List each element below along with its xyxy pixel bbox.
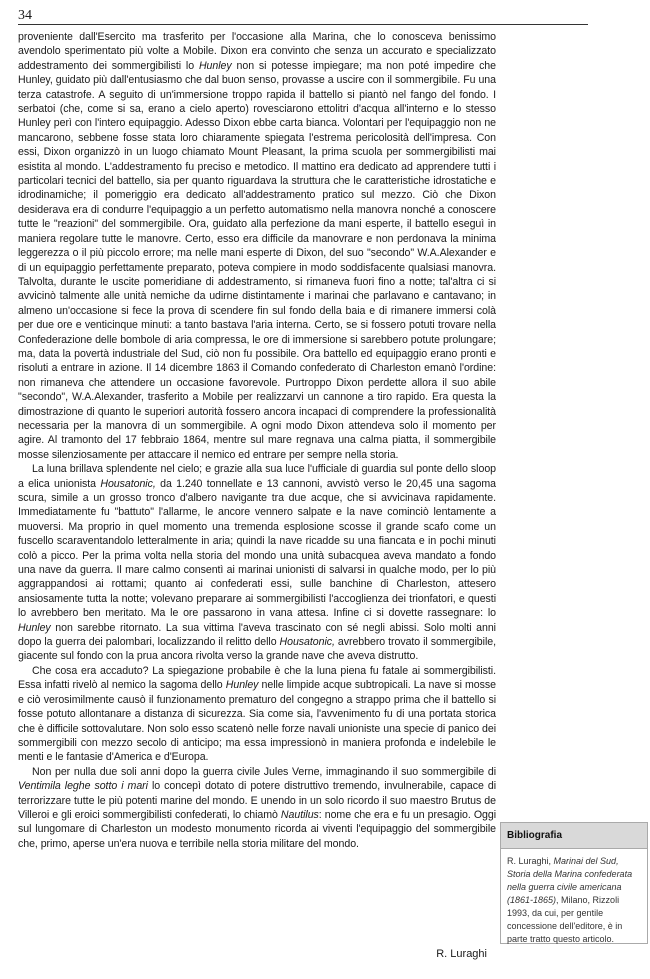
article-body <box>18 30 496 851</box>
article-paragraph <box>18 765 496 851</box>
italic-run: Hunley <box>18 621 51 634</box>
bibliography-text <box>501 849 647 952</box>
italic-run: Nautilus <box>280 808 319 821</box>
text-run: nelle limpide acque subtropicali. La nave si mosse e ciò verosimilmente causò il funzionamento prematuro del congegno a strappo prima che il battello si fosse potuto allontanare a distanza di sicurezza. Sia come sia, l'avvenimento fu di una portata storica che è difficile sottovalutare. Non solo esso scatenò nelle forze navali unioniste una specie di panico dei sommergibili con mezzo secolo di anticipo; ma essa impressionò in maniera profonda e indelebile le menti e le fantasie d'America e d'Europa. <box>18 679 496 764</box>
header-rule <box>18 24 588 25</box>
article-paragraph <box>18 664 496 765</box>
italic-run: Hunley <box>225 679 259 692</box>
text-run: : nome che era e fu un presagio. Oggi sul lungomare di Charleston un modesto monumento ricorda ai viventi l'equipaggio del sommergibile che, primo, aperse un'era nuova e terribile nella storia militare del mondo. <box>18 808 496 850</box>
italic-run: Housatonic, <box>100 477 156 490</box>
text-run: R. Luraghi, <box>507 856 554 866</box>
text-run: non sarebbe ritornato. La sua vittima l'aveva trascinato con sé negli abissi. Solo molti anni dopo la guerra dei palombari, localizzando il relitto dello <box>18 621 496 649</box>
bibliography-title: Bibliografia <box>501 823 647 849</box>
text-run: La luna brillava splendente nel cielo; e grazie alla sua luce l'ufficiale di guardia sul ponte dello sloop a elica unionista <box>18 463 496 490</box>
italic-run: Marinai del Sud, Storia della Marina confederata nella guerra civile americana (1861-1865) <box>507 856 633 905</box>
italic-run: Ventimila leghe sotto i mari <box>18 780 148 793</box>
article-paragraph <box>18 462 496 664</box>
text-run: Non per nulla due soli anni dopo la guerra civile Jules Verne, immaginando il suo sommergibile di <box>32 765 496 778</box>
italic-run: Hunley <box>198 59 232 72</box>
text-run: da 1.240 tonnellate e 13 cannoni, avvistò verso le 20,45 una sagoma scura, simile a un grosso tronco d'albero navigante tra due acque, che si avvicinava rapidamente. Immediatamente fu "battuto" l'allarme, le ancore vennero salpate e la nave cominciò lentamente a muoversi. Ma proprio in quel momento una tremenda esplosione scosse il grande scafo come un fuscello scaraventandolo letteralmente in aria; quindi la nave ricadde su una fiancata e in pochi minuti colò a picco. Per la prima volta nella storia del mondo una unità subacquea aveva mandato a fondo una nave da guerra. Il mare calmo consentì ai marinai unionisti di salvarsi in qualche modo, per lo più aggrappandosi ai rottami; quanto ai confederati essi, sulle banchine di Charleston, attesero ansiosamente tutta la notte; volevano preparare ai sommergibilisti l'accoglienza dei trionfatori, e questi lo avrebbero ben meritato. Ma le ore passarono in vana attesa. Infine ci si dovette rassegnare: lo <box>18 477 496 620</box>
bibliography-box <box>500 822 648 944</box>
italic-run: Housatonic, <box>279 636 335 649</box>
text-run: non si potesse impiegare; ma non poté impedire che Hunley, guidato più dall'entusiasmo che dal buon senso, provasse a uscire con il sommergibile. Fu una terza catastrofe. A seguito di un'immersione troppo rapida il battello si piantò nel fango del fondo. I serbatoi (che, come si sa, erano a cielo aperto) rovesciarono ettolitri d'acqua all'interno e lo stesso Hunley perì con l'intero equipaggio. Adesso Dixon ebbe carta bianca. Volontari per l'equipaggio non ne mancarono, sebbene fosse stata loro chiaramente spiegata l'estrema pericolosità dell'impresa. Con essi, Dixon organizzò in un luogo chiamato Mount Pleasant, la prima scuola per sommergibilisti mai esistita al mondo. L'addestramento fu preciso e metodico. Il mattino era dedicato ad apprendere tutti i particolari tecnici del battello, sia per quanto riguardava la struttura che le caratteristiche idrostatiche e idrodinamiche; il pomeriggio era dedicato all'addestramento pratico sul mezzo. Ciò che Dixon desiderava era di condurre l'equipaggio a un perfetto automatismo nella manovra nonché a conoscere tutte le "reazioni" del sommergibile. Ora, guidato alla perfezione da mani esperte, il battello eseguì in maniera regolare tutte le manovre. Certo, esso era difficile da manovrare e non perdonava la minima leggerezza o il più piccolo errore; ma nelle mani esperte di Dixon, del suo "secondo" W.A.Alexander e di un equipaggio perfettamente preparato, poteva compiere in modo soddisfacente qualsiasi manovra. Talvolta, durante le uscite pomeridiane di addestramento, si rimaneva fuori fino a notte; tal'altra ci si avvicinò talmente alle unità nemiche da udirne distintamente i marinai che parlavano e cantavano; in almeno un'occasione si fece la prova di scendere fin sul fondo della baia e di rimanere immersi colà per due ore e venticinque minuti: a tanto bastava l'aria interna. Certo, se si fossero potuti trovare nella Confederazione delle bombole di aria compressa, le ore di immersione si sarebbero potute prolungare; ma, data la povertà industriale del Sud, ciò non fu possibile. Ora battello ed equipaggio erano pronti e risoluti a entrare in azione. Il 14 dicembre 1863 il Comando confederato di Charleston emanò l'ordine: non rimaneva che attendere un occasione favorevole. Purtroppo Dixon perdette allora il suo abile "secondo", W.A.Alexander, trasferito a Mobile per realizzarvi un cannone a tiro rapido. Era questa la dimostrazione di quanto le superiori autorità fossero ancora incapaci di comprendere la professionalità necessaria per la manovra di un sommergibile. A ogni modo Dixon attendeva solo il momento per agire. Al tramonto del 17 febbraio 1864, mentre sul mare regnava una calma piatta, il sommergibile mosse silenziosamente per attaccare il nemico ed entrare per sempre nella storia. <box>18 59 496 461</box>
text-run: Che cosa era accaduto? La spiegazione probabile è che la luna piena fu fatale ai sommergibilisti. Essa infatti rivelò al nemico la sagoma dello <box>18 664 496 692</box>
article-paragraph <box>18 30 496 462</box>
text-run: lo concepì dotato di potere distruttivo tremendo, invulnerabile, capace di terrorizzare tutte le più potenti marine del mondo. E unendo in un solo ricordo il suo maestro Brutus de Villeroi e gli eroici sommergibilisti confederati, lo chiamò <box>18 780 496 821</box>
author-signature: R. Luraghi <box>436 948 487 960</box>
text-run: , Milano, Rizzoli 1993, da cui, per gentile concessione dell'editore, è in parte tratto questo articolo. <box>507 895 623 944</box>
page-number: 34 <box>18 8 32 23</box>
text-run: proveniente dall'Esercito ma trasferito per l'occasione alla Marina, che lo conosceva benissimo avendolo sperimentato più volte a Mobile. Dixon era convinto che senza un accurato e specializzato addestramento dei sommergibilisti lo <box>18 31 496 72</box>
text-run: avrebbero trovato il sommergibile, giacente sul fondo con la prua ancora rivolta verso la grande nave che aveva distrutto. <box>18 636 496 663</box>
